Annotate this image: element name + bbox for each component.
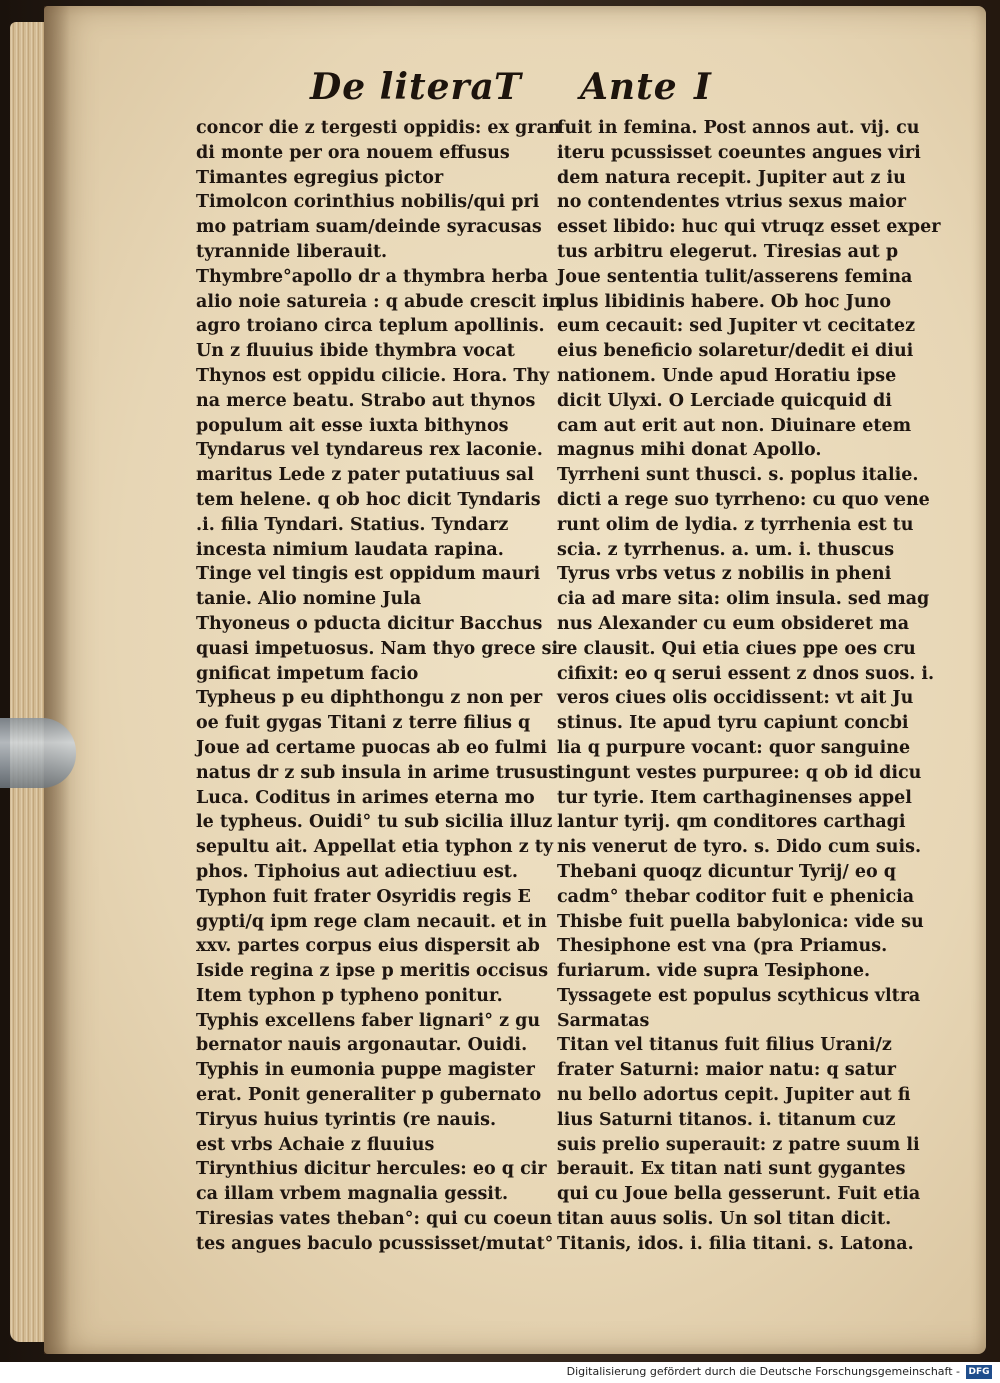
running-head-part-1: De litera [310, 66, 495, 108]
text-line: frater Saturni: maior natu: q satur [557, 1060, 897, 1081]
text-line: Tyrus vrbs vetus z nobilis in pheni [557, 564, 892, 585]
text-line: dem natura recepit. Jupiter aut z iu [557, 167, 906, 188]
text-line: bernator nauis argonautar. Ouidi. [196, 1035, 528, 1056]
text-line: Tyssagete est populus scythicus vltra [557, 985, 921, 1006]
text-line: phos. Tiphoius aut adiectiuu est. [196, 861, 518, 882]
running-head-part-2: T [494, 66, 522, 108]
text-line: cadm° thebar coditor fuit e phenicia [557, 886, 915, 907]
text-line: tem helene. q ob hoc dicit Tyndaris [196, 489, 541, 510]
text-line: mo patriam suam/deinde syracusas [196, 217, 542, 238]
text-line: Thymbre°apollo dr a thymbra herba [196, 266, 549, 287]
text-line: ca illam vrbem magnalia gessit. [196, 1184, 509, 1205]
text-line: .i. filia Tyndari. Statius. Tyndarz [196, 514, 509, 535]
text-line: gnificat impetum facio [196, 663, 419, 684]
text-line: tur tyrie. Item carthaginenses appel [557, 787, 912, 808]
text-line: Titanis, idos. i. filia titani. s. Latona. [557, 1233, 914, 1254]
text-line: Tyndarus vel tyndareus rex laconie. [196, 440, 543, 461]
footer-bar [0, 1362, 1000, 1383]
page-gutter-shadow [44, 6, 70, 1354]
text-line: esset libido: huc qui vtruqz esset exper [557, 217, 941, 238]
text-line: di monte per ora nouem effusus [196, 142, 510, 163]
text-line: agro troiano circa teplum apollinis. [196, 316, 545, 337]
text-line: tanie. Alio nomine Jula [196, 589, 422, 610]
text-line: incesta nimium laudata rapina. [196, 539, 504, 560]
text-line: Joue sententia tulit/asserens femina [557, 266, 913, 287]
text-line: dicit Ulyxi. O Lerciade quicquid di [557, 390, 892, 411]
text-line: berauit. Ex titan nati sunt gygantes [557, 1159, 906, 1180]
text-line: sepultu ait. Appellat etia typhon z ty [196, 837, 554, 858]
right-text-column [557, 116, 941, 1257]
text-line: oe fuit gygas Titani z terre filius q [196, 713, 531, 734]
text-line: iteru pcussisset coeuntes angues viri [557, 142, 921, 163]
text-line: tus arbitru elegerut. Tiresias aut p [557, 241, 899, 262]
text-line: stinus. Ite apud tyru capiunt concbi [557, 713, 909, 734]
text-line: eius beneficio solaretur/dedit ei diui [557, 341, 914, 362]
text-line: eum cecauit: sed Jupiter vt cecitatez [557, 316, 916, 337]
text-line: no contendentes vtrius sexus maior [557, 192, 907, 213]
running-head-part-4: I [694, 66, 712, 108]
text-line: Typhon fuit frater Osyridis regis E [196, 886, 531, 907]
text-line: suis prelio superauit: z patre suum li [557, 1134, 920, 1155]
text-line: na merce beatu. Strabo aut thynos [196, 390, 536, 411]
text-line: le typheus. Ouidi° tu sub sicilia illuz [196, 812, 553, 833]
text-line: Thynos est oppidu cilicie. Hora. Thy [196, 365, 550, 386]
text-line: est vrbs Achaie z fluuius [196, 1134, 435, 1155]
text-line: runt olim de lydia. z tyrrhenia est tu [557, 514, 914, 535]
text-line: Titan vel titanus fuit filius Urani/z [557, 1035, 892, 1056]
text-line: Joue ad certame puocas ab eo fulmi [196, 737, 547, 758]
text-line: alio noie satureia : q abude crescit in [196, 291, 562, 312]
text-line: Timantes egregius pictor [196, 167, 444, 188]
text-line: Iside regina z ipse p meritis occisus [196, 961, 549, 982]
text-line: Item typhon p typheno ponitur. [196, 985, 503, 1006]
funding-credit: Digitalisierung gefördert durch die Deutsche Forschungsgemeinschaft - [566, 1365, 960, 1378]
text-line: tyrannide liberauit. [196, 241, 388, 262]
text-line: veros ciues olis occidissent: vt ait Ju [557, 688, 914, 709]
running-head-part-3: Ante [580, 66, 678, 108]
text-line: Tyrrheni sunt thusci. s. poplus italie. [557, 465, 919, 486]
page-holder-strip [0, 718, 76, 788]
text-line: lantur tyrij. qm conditores carthagi [557, 812, 906, 833]
text-line: fuit in femina. Post annos aut. vij. cu [557, 118, 920, 138]
text-line: erat. Ponit generaliter p gubernato [196, 1085, 542, 1106]
text-line: tingunt vestes purpuree: q ob id dicu [557, 762, 922, 783]
text-line: quasi impetuosus. Nam thyo grece si [196, 638, 559, 659]
text-line: Luca. Coditus in arimes eterna mo [196, 787, 535, 808]
text-line: Thebani quoqz dicuntur Tyrij/ eo q [557, 861, 897, 882]
text-line: Tiresias vates theban°: qui cu coeun [196, 1209, 553, 1230]
text-line: magnus mihi donat Apollo. [557, 440, 822, 461]
text-line: qui cu Joue bella gesserunt. Fuit etia [557, 1184, 921, 1205]
text-line: nis venerut de tyro. s. Dido cum suis. [557, 837, 922, 858]
text-line: scia. z tyrrhenus. a. um. i. thuscus [557, 539, 895, 560]
text-line: furiarum. vide supra Tesiphone. [557, 961, 871, 982]
text-line: Thyoneus o pducta dicitur Bacchus [196, 613, 543, 634]
text-line: re clausit. Qui etia ciues ppe oes cru [557, 638, 916, 659]
text-line: populum ait esse iuxta bithynos [196, 415, 509, 436]
text-line: nationem. Unde apud Horatiu ipse [557, 365, 897, 386]
text-line: plus libidinis habere. Ob hoc Juno [557, 291, 892, 312]
text-line: Thesiphone est vna (pra Priamus. [557, 936, 888, 957]
text-line: Timolcon corinthius nobilis/qui pri [196, 192, 540, 213]
text-line: Typheus p eu diphthongu z non per [196, 688, 543, 709]
dfg-logo: DFG [966, 1365, 992, 1379]
text-line: nu bello adortus cepit. Jupiter aut fi [557, 1085, 911, 1106]
text-line: Tirynthius dicitur hercules: eo q cir [196, 1159, 547, 1180]
text-line: xxv. partes corpus eius dispersit ab [196, 936, 540, 957]
text-line: Tiryus huius tyrintis (re nauis. [196, 1109, 497, 1130]
running-head [310, 66, 750, 116]
text-line: Tinge vel tingis est oppidum mauri [196, 564, 541, 585]
text-line: Thisbe fuit puella babylonica: vide su [557, 911, 924, 932]
left-text-column [196, 116, 562, 1257]
text-line: Un z fluuius ibide thymbra vocat [196, 341, 515, 362]
text-line: dicti a rege suo tyrrheno: cu quo vene [557, 489, 930, 510]
text-line: cia ad mare sita: olim insula. sed mag [557, 589, 930, 610]
text-line: cifixit: eo q serui essent z dnos suos. i. [557, 663, 935, 684]
text-line: lius Saturni titanos. i. titanum cuz [557, 1109, 896, 1130]
text-line: Typhis in eumonia puppe magister [196, 1060, 535, 1081]
text-line: tes angues baculo pcussisset/mutat° [196, 1233, 554, 1254]
text-line: cam aut erit aut non. Diuinare etem [557, 415, 912, 436]
text-line: gypti/q ipm rege clam necauit. et in [196, 911, 547, 932]
text-line: nus Alexander cu eum obsideret ma [557, 613, 910, 634]
text-line: maritus Lede z pater putatiuus sal [196, 465, 534, 486]
text-line: lia q purpure vocant: quor sanguine [557, 737, 911, 758]
text-line: concor die z tergesti oppidis: ex gran [196, 118, 561, 138]
text-line: Typhis excellens faber lignari° z gu [196, 1010, 541, 1031]
text-line: natus dr z sub insula in arime trusus [196, 762, 559, 783]
text-line: Sarmatas [557, 1010, 650, 1031]
text-line: titan auus solis. Un sol titan dicit. [557, 1209, 892, 1230]
